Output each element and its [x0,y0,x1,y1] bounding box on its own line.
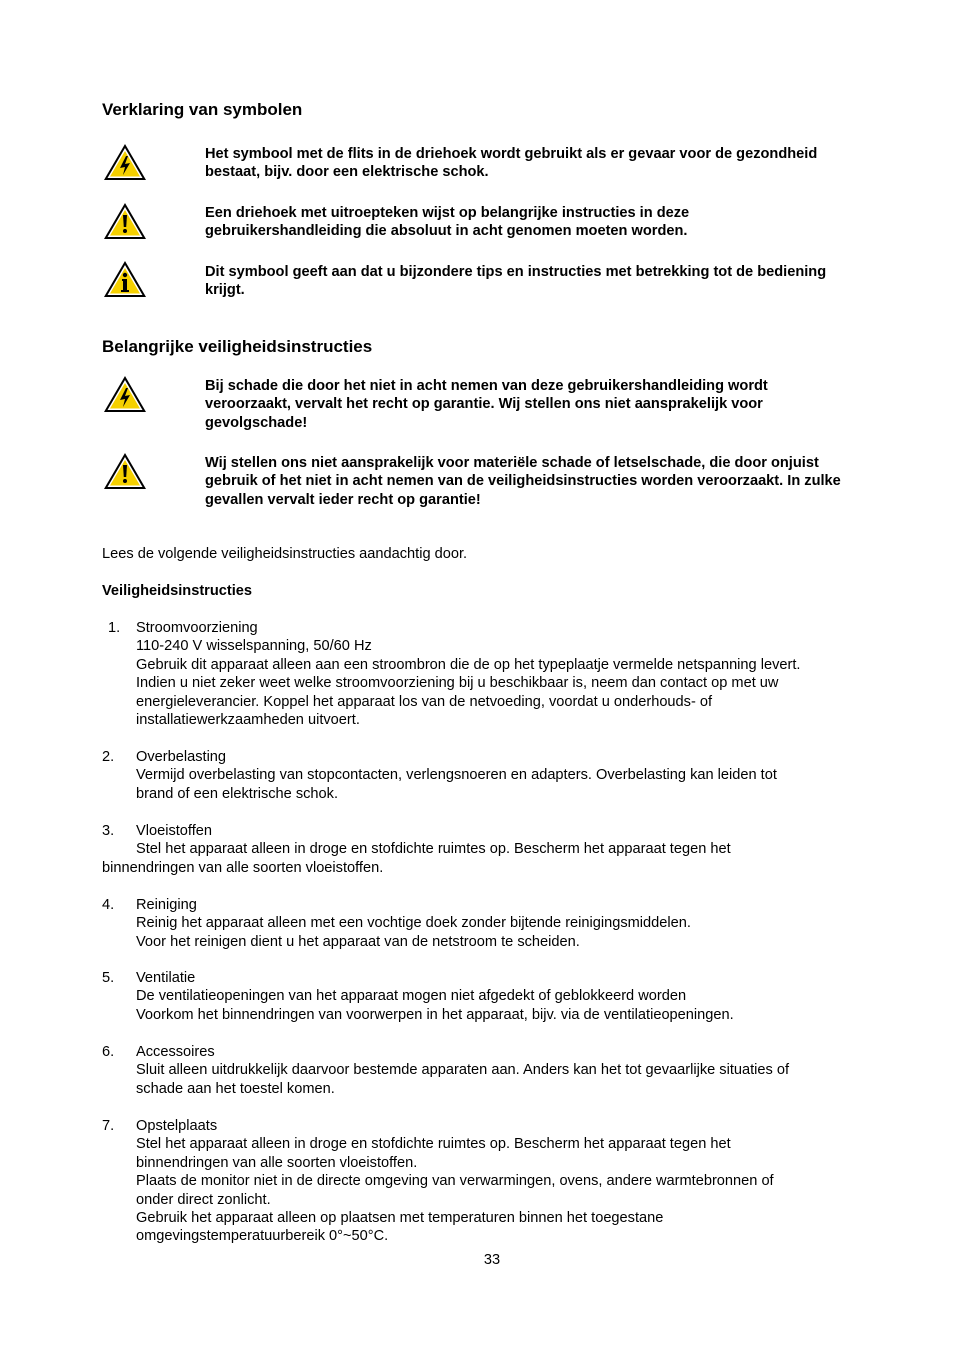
item-line: omgevingstemperatuurbereik 0°~50°C. [136,1228,389,1245]
exclamation-warning-icon [102,451,148,491]
list-item-stroomvoorziening [136,619,876,729]
item-line: installatiewerkzaamheden uitvoert. [136,712,360,729]
item-number: 3. [102,823,115,839]
item-number: 4. [102,897,115,913]
section-title-safety: Belangrijke veiligheidsinstructies [102,337,373,356]
safety-notice: Bij schade die door het niet in acht nemen van deze gebruikershandleiding wordt veroorzaakt, vervalt het recht op garantie. Wij stellen ons niet aansprakelijk voor gevolgschade! [205,378,768,431]
item-line: binnendringen van alle soorten vloeistoffen. [102,860,384,876]
item-line: Gebruik het apparaat alleen op plaatsen met temperaturen binnen het toegestane [136,1210,664,1227]
item-number: 6. [102,1044,115,1060]
page-number: 33 [483,1252,501,1268]
item-line: Stel het apparaat alleen in droge en stofdichte ruimtes op. Bescherm het apparaat tegen het [136,1136,731,1153]
symbol-description: Dit symbool geeft aan dat u bijzondere tips en instructies met betrekking tot de bediening krijgt. [205,264,827,299]
item-title: Ventilatie [136,970,196,986]
item-line: Vermijd overbelasting van stopcontacten, verlengsnoeren en adapters. Overbelasting kan leiden tot [136,767,777,784]
item-title: Vloeistoffen [136,823,212,839]
item-title: Accessoires [136,1044,215,1060]
list-item-opstelplaats [136,1117,876,1246]
item-line: Voorkom het binnendringen van voorwerpen in het apparaat, bijv. via de ventilatieopeningen. [136,1006,734,1023]
item-line: energieleverancier. Koppel het apparaat los van de netvoeding, voordat u onderhouds- of [136,693,713,710]
item-line: Reinig het apparaat alleen met een vochtige doek zonder bijtende reinigingsmiddelen. [136,915,691,932]
item-line: De ventilatieopeningen van het apparaat mogen niet afgedekt of geblokkeerd worden [136,988,687,1005]
item-line: Gebruik dit apparaat alleen aan een stroombron die de op het typeplaatje vermelde netspanning levert. [136,656,801,673]
exclamation-warning-icon [102,201,148,241]
info-warning-icon [102,259,148,299]
list-item-reiniging [136,896,876,951]
item-line: Sluit alleen uitdrukkelijk daarvoor bestemde apparaten aan. Anders kan het tot gevaarlijke situaties of [136,1062,790,1079]
subheading: Veiligheidsinstructies [102,583,253,599]
item-line: Stel het apparaat alleen in droge en stofdichte ruimtes op. Bescherm het apparaat tegen het [136,841,731,858]
item-number: 2. [102,749,115,765]
item-title: Reiniging [136,897,197,913]
item-number: 7. [102,1118,115,1134]
symbol-description: Een driehoek met uitroepteken wijst op belangrijke instructies in deze gebruikershandleiding die absoluut in acht genomen moeten worden. [205,205,690,240]
list-item-ventilatie [136,969,876,1024]
item-line: Plaats de monitor niet in de directe omgeving van verwarmingen, ovens, andere warmtebronnen of [136,1173,774,1190]
item-line: onder direct zonlicht. [136,1191,271,1208]
list-item-accessoires [136,1043,876,1098]
item-line: Voor het reinigen dient u het apparaat van de netstroom te scheiden. [136,933,580,950]
safety-notice: Wij stellen ons niet aansprakelijk voor materiële schade of letselschade, die door onjuist gebruik of het niet in acht nemen van de veiligheidsinstructies worden veroorzaakt. In zulke gevallen vervalt ieder recht op garantie! [205,455,841,508]
item-title: Opstelplaats [136,1118,218,1134]
item-line: schade aan het toestel komen. [136,1080,335,1097]
item-line: brand of een elektrische schok. [136,785,338,802]
section-title-symbols: Verklaring van symbolen [102,100,303,119]
lightning-warning-icon [102,374,148,414]
item-title: Overbelasting [136,749,227,765]
list-item-vloeistoffen [136,822,876,859]
item-line: 110-240 V wisselspanning, 50/60 Hz [136,638,372,655]
item-number: 5. [102,970,115,986]
item-number: 1. [108,620,121,636]
item-title: Stroomvoorziening [136,620,258,636]
symbol-description: Het symbool met de flits in de driehoek wordt gebruikt als er gevaar voor de gezondheid bestaat, bijv. door een elektrische schok. [205,146,818,181]
item-line: binnendringen van alle soorten vloeistoffen. [136,1154,418,1171]
lightning-warning-icon [102,142,148,182]
list-item-overbelasting [136,748,876,803]
intro-text: Lees de volgende veiligheidsinstructies aandachtig door. [102,546,468,562]
item-line: Indien u niet zeker weet welke stroomvoorziening bij u beschikbaar is, neem dan contact op met uw [136,675,779,692]
